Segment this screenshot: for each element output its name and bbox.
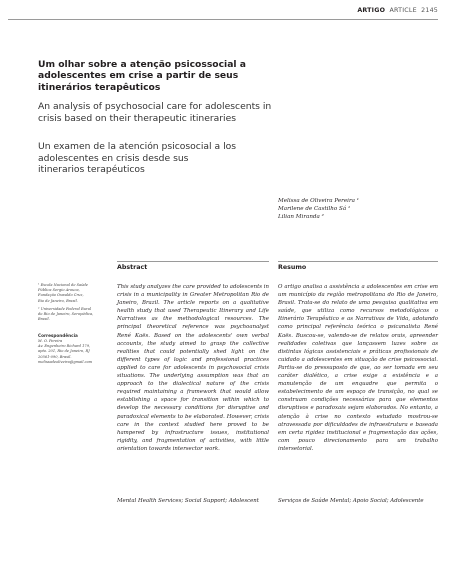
title-line: Um olhar sobre a atenção psicossocial a: [38, 59, 246, 70]
affiliation-line: ² Universidade Federal Rural: [38, 306, 91, 311]
title-line: adolescentes en crisis desde sus: [38, 152, 189, 164]
title-portuguese: [38, 59, 278, 93]
author-name: Melissa de Oliveira Pereira ¹: [278, 198, 359, 204]
correspondence-line: apto. 201, Rio de Janeiro, RJ: [38, 349, 90, 354]
abstract-text: This study analyzes the care provided to adolescents in crisis in a municipality in Greater Metropolitan Rio de Janeiro, Brazil. The article reports on a qualitative health study that used Therapeutic Itinerary and Life Narratives as the methodological resources. The principal theoretical reference was psychoanalyst René Kaës. Based on the adolescents' own verbal accounts, the study aimed to grasp the collective realities that could potentially shed light on the different types of logic and professional practices applied to care for adolescents in psychosocial crisis situations. The underlying assumption was that an approach to the dialectical nature of the crisis required maintaining a framework that would allow establishing a space for transition within which to develop the necessary conditions for disruptive and paradoxical elements to be elaborated. However, crisis care in the context studied here proved to be hampered by infrastructure issues, institutional rigidity, and fragmentation of activities, with little orientation towards intersector work.: [117, 284, 269, 452]
affiliation-line: Brasil.: [38, 317, 50, 322]
affiliation-line: ¹ Escola Nacional de Saúde: [38, 283, 88, 287]
abstract-divider: [117, 261, 269, 262]
affiliation-line: Pública Sergio Arouca,: [38, 288, 80, 293]
correspondence-line: M. O. Pereira: [38, 339, 63, 343]
title-line: itinerarios terapéuticos: [38, 164, 145, 176]
author-list: [278, 197, 359, 222]
title-line: itinerários terapêuticos: [38, 81, 161, 93]
correspondence-line: 20561-090, Brasil.: [38, 354, 72, 359]
affiliation-line: Rio de Janeiro, Brasil.: [38, 298, 78, 303]
running-header: [357, 7, 438, 14]
title-spanish: [38, 141, 278, 176]
correspondence-heading: Correspondência: [38, 333, 78, 338]
page-number: 2145: [421, 7, 438, 14]
section-label-en: ARTICLE: [389, 7, 417, 14]
affiliations: [38, 283, 106, 322]
header-rule: [8, 19, 438, 20]
affiliation-line: Fundação Oswaldo Cruz,: [38, 293, 84, 298]
resumo-keywords: Serviços de Saúde Mental; Apoio Social; Adolescente: [278, 498, 424, 504]
title-line: An analysis of psychosocial care for adolescents in: [38, 101, 272, 112]
title-line: Un examen de la atención psicosocial a los: [38, 141, 237, 152]
correspondence-email: melissadeoliveira@gmail.com: [38, 359, 93, 364]
resumo-heading: Resumo: [278, 264, 307, 271]
author-name: Lilian Miranda ²: [278, 214, 324, 221]
title-line: adolescentes em crise a partir de seus: [38, 70, 239, 82]
correspondence-address: [38, 339, 106, 365]
title-line: crisis based on their therapeutic itineraries: [38, 112, 237, 124]
resumo-divider: [278, 261, 438, 262]
abstract-heading: Abstract: [117, 264, 148, 271]
resumo-text: O artigo analisa a assistência a adolescentes em crise em um município da região metropolitana do Rio de Janeiro, Brasil. Trata-se do relato de uma pesquisa qualitativa em saúde, que utiliza como recursos metodológicos o Itinerário Terapêutico e as Narrativas de Vida, adotando como principal referência teórica o psicanalista René Kaës. Buscou-se, valendo-se de relatos orais, apreender realidades coletivas que lançassem luzes sobre as distintas lógicas assistenciais e práticas profissionais de cuidado a adolescentes em situação de crise psicossocial. Partiu-se do pressuposto de que, ao ser tomada em seu caráter dialético, a crise exige a existência e a manutenção de um enquadre que permita o estabelecimento de um espaço de transição, no qual se construam condições necessárias para que elementos disruptivos e paradoxais sejam elaborados. No entanto, a atenção à crise no contexto estudado mostrou-se atravessada por dificuldades de infraestrutura e baseada em certa rigidez institucional e fragmentação das ações, com pouco direcionamento para um trabalho intersetorial.: [278, 284, 438, 452]
section-label: ARTIGO: [357, 7, 386, 14]
correspondence-line: Av. Engenheiro Richard 179,: [38, 344, 91, 349]
affiliation-line: do Rio de Janeiro, Seropédica,: [38, 312, 94, 317]
title-english: [38, 101, 278, 124]
author-name: Marilene de Castilho Sá ¹: [278, 206, 351, 213]
abstract-keywords: Mental Health Services; Social Support; Adolescent: [117, 498, 259, 504]
